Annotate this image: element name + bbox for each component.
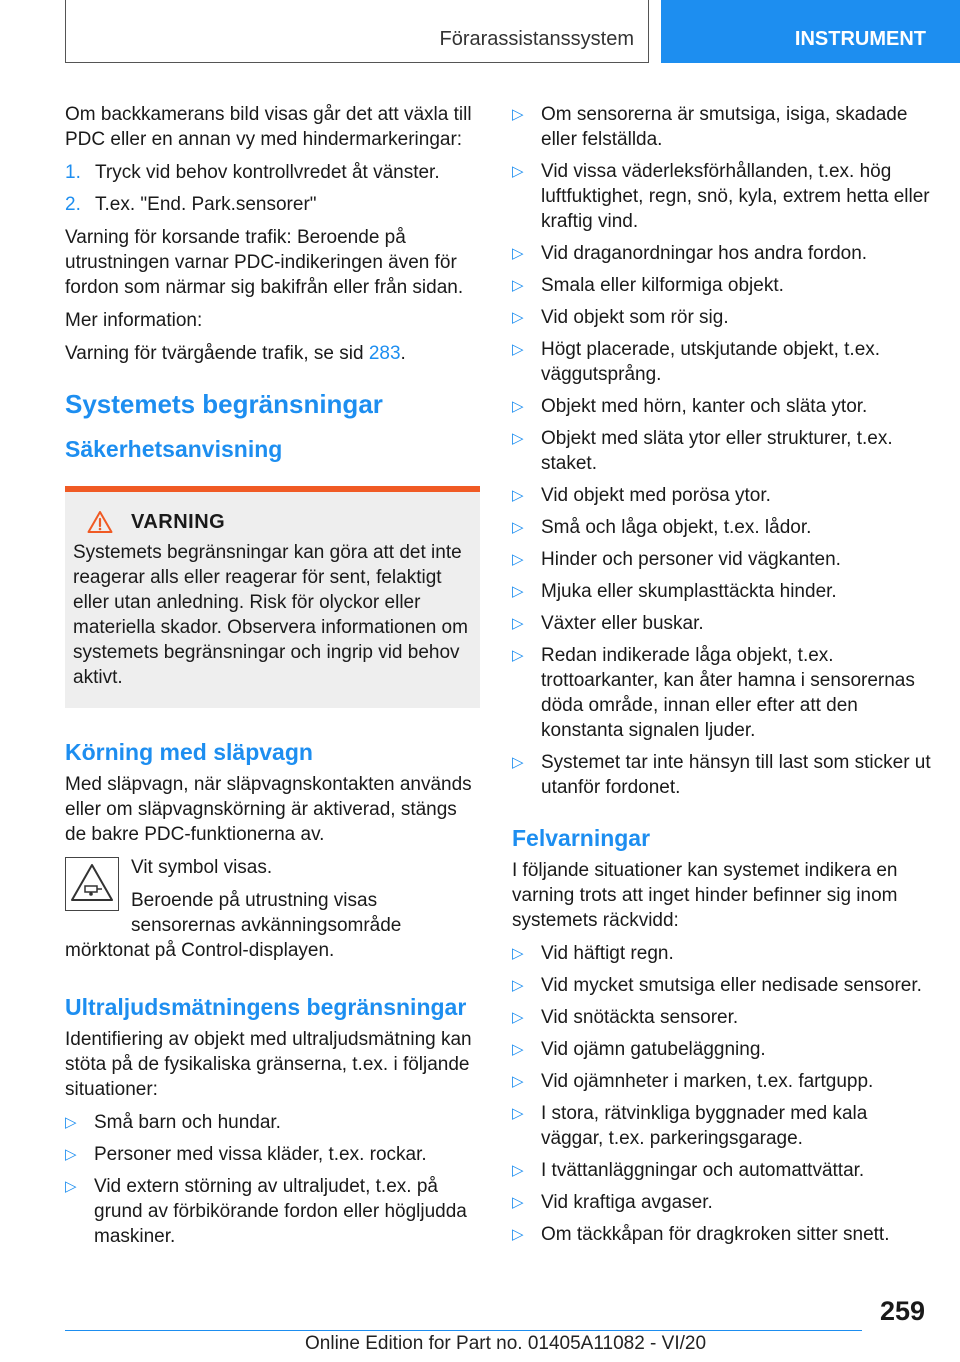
list-item <box>65 1110 480 1135</box>
bullet-triangle-icon: ▷ <box>65 1146 77 1163</box>
list-item <box>512 1101 932 1151</box>
trailer-warning-icon <box>66 858 118 910</box>
header-section-box <box>65 0 649 63</box>
warning-box <box>65 486 480 708</box>
list-item <box>512 1190 932 1215</box>
list-item-text: Vid objekt med porösa ytor. <box>541 485 771 506</box>
list-item-text: Vid objekt som rör sig. <box>541 307 729 328</box>
list-item-text: Högt placerade, utskjutande objekt, t.ex. väggutsprång. <box>541 339 881 385</box>
footer-edition-text: Online Edition for Part no. 01405A11082 - VI/20 <box>305 1333 707 1354</box>
list-item <box>512 1069 932 1094</box>
bullet-triangle-icon: ▷ <box>512 1073 524 1090</box>
list-item-text: Små och låga objekt, t.ex. lådor. <box>541 517 812 538</box>
bullet-triangle-icon: ▷ <box>512 277 524 294</box>
step-text: T.ex. "End. Park.sensorer" <box>95 194 317 215</box>
trailer-paragraph: Med släpvagn, när släpvagnskontakten används eller om släpvagnskörning är aktiverad, stängs de bakre PDC-funktionerna av. <box>65 774 472 845</box>
trailer-heading: Körning med släpvagn <box>65 739 313 765</box>
list-item <box>512 1005 932 1030</box>
warning-text: Systemets begränsningar kan göra att det inte reagerar alls eller reagerar för sent, felaktigt eller utan anledning. Risk för olyckor eller materiella skador. Observera informationen om systemets begränsningar och ingrip vid behov aktivt. <box>73 542 468 688</box>
list-item-text: Vid mycket smutsiga eller nedisade sensorer. <box>541 975 922 996</box>
bullet-triangle-icon: ▷ <box>512 1226 524 1243</box>
list-item-text: Objekt med släta ytor eller strukturer, t.ex. staket. <box>541 428 893 474</box>
reference-end: . <box>400 343 406 364</box>
list-item <box>512 579 932 604</box>
bullet-triangle-icon: ▷ <box>512 430 524 447</box>
list-item <box>512 547 932 572</box>
false-warnings-paragraph: I följande situationer kan systemet indikera en varning trots att inget hinder befinner sig inom systemets räckvidd: <box>512 860 898 931</box>
bullet-triangle-icon: ▷ <box>512 583 524 600</box>
list-item-text: Vid snötäckta sensorer. <box>541 1007 739 1028</box>
list-item <box>512 394 932 419</box>
ultrasonic-list <box>65 1110 480 1249</box>
bullet-triangle-icon: ▷ <box>512 551 524 568</box>
list-item <box>512 483 932 508</box>
list-item-text: Vid vissa väderleksförhållanden, t.ex. hög luftfuktighet, regn, snö, kyla, extrem hetta eller kraftig vind. <box>541 161 930 232</box>
bullet-triangle-icon: ▷ <box>512 1105 524 1122</box>
header-chapter-tab[interactable] <box>661 0 960 63</box>
reference-paragraph <box>65 341 480 366</box>
bullet-triangle-icon: ▷ <box>512 1009 524 1026</box>
bullet-triangle-icon: ▷ <box>512 163 524 180</box>
bullet-triangle-icon: ▷ <box>512 1162 524 1179</box>
list-item-text: Vid kraftiga avgaser. <box>541 1192 713 1213</box>
step-item <box>65 192 480 217</box>
list-item-text: Objekt med hörn, kanter och släta ytor. <box>541 396 868 417</box>
page-reference-link[interactable]: 283 <box>368 343 401 364</box>
list-item <box>512 973 932 998</box>
header-chapter-title: INSTRUMENT <box>794 28 926 50</box>
list-item <box>512 102 932 152</box>
list-item <box>512 515 932 540</box>
list-item-text: Smala eller kilformiga objekt. <box>541 275 784 296</box>
list-item <box>512 337 932 387</box>
list-item-text: Vid extern störning av ultraljudet, t.ex. på grund av förbikörande fordon eller högljudda maskiner. <box>94 1176 467 1247</box>
list-item-text: Mjuka eller skumplasttäckta hinder. <box>541 581 837 602</box>
bullet-triangle-icon: ▷ <box>512 1194 524 1211</box>
reference-text: Varning för tvärgående trafik, se sid <box>65 343 369 364</box>
bullet-triangle-icon: ▷ <box>512 341 524 358</box>
list-item <box>512 611 932 636</box>
list-item <box>65 1174 480 1249</box>
warning-title: VARNING <box>131 510 226 533</box>
right-column <box>512 102 932 1255</box>
bullet-triangle-icon: ▷ <box>65 1178 77 1195</box>
bullet-triangle-icon: ▷ <box>512 106 524 123</box>
step-item <box>65 160 480 185</box>
list-item-text: Personer med vissa kläder, t.ex. rockar. <box>94 1144 427 1165</box>
bullet-triangle-icon: ▷ <box>512 245 524 262</box>
list-item <box>512 305 932 330</box>
bullet-triangle-icon: ▷ <box>512 615 524 632</box>
list-item <box>512 1222 932 1247</box>
bullet-triangle-icon: ▷ <box>512 977 524 994</box>
list-item-text: Vid ojämn gatubeläggning. <box>541 1039 766 1060</box>
bullet-triangle-icon: ▷ <box>65 1114 77 1131</box>
section-heading: Systemets begränsningar <box>65 389 383 419</box>
list-item-text: I tvättanläggningar och automattvättar. <box>541 1160 865 1181</box>
limitations-list <box>512 102 932 800</box>
safety-subheading: Säkerhetsanvisning <box>65 436 283 462</box>
list-item-text: Redan indikerade låga objekt, t.ex. trottoarkanter, kan åter hamna i sensorernas döda område, innan eller efter att den konstanta signalen ljuder. <box>541 645 915 741</box>
bullet-triangle-icon: ▷ <box>512 519 524 536</box>
list-item-text: Vid häftigt regn. <box>541 943 674 964</box>
footer-divider <box>65 1330 862 1331</box>
step-number: 2. <box>65 194 81 215</box>
list-item-text: Om täckkåpan för dragkroken sitter snett. <box>541 1224 890 1245</box>
ultrasonic-heading: Ultraljudsmätningens begränsningar <box>65 994 467 1020</box>
symbol-text-2: Beroende på utrustning visas sensorernas avkänningsområde mörktonat på Control-displayen. <box>65 890 402 961</box>
left-column <box>65 102 480 1257</box>
list-item <box>512 941 932 966</box>
list-item <box>512 159 932 234</box>
bullet-triangle-icon: ▷ <box>512 487 524 504</box>
list-item-text: Växter eller buskar. <box>541 613 704 634</box>
bullet-triangle-icon: ▷ <box>512 647 524 664</box>
symbol-text-1: Vit symbol visas. <box>131 857 273 878</box>
list-item <box>512 273 932 298</box>
false-warnings-list <box>512 941 932 1247</box>
list-item-text: Systemet tar inte hänsyn till last som sticker ut utanför fordonet. <box>541 752 931 798</box>
trailer-symbol-box <box>65 857 119 911</box>
list-item <box>512 1158 932 1183</box>
bullet-triangle-icon: ▷ <box>512 754 524 771</box>
list-item-text: Om sensorerna är smutsiga, isiga, skadade eller felställda. <box>541 104 908 150</box>
warning-triangle-icon <box>87 510 113 534</box>
intro-paragraph: Om backkamerans bild visas går det att växla till PDC eller en annan vy med hindermarkeringar: <box>65 104 472 150</box>
list-item-text: Vid draganordningar hos andra fordon. <box>541 243 868 264</box>
step-text: Tryck vid behov kontrollvredet åt vänster. <box>95 162 440 183</box>
list-item-text: I stora, rätvinkliga byggnader med kala väggar, t.ex. parkeringsgarage. <box>541 1103 868 1149</box>
page-number: 259 <box>880 1296 926 1326</box>
list-item <box>512 426 932 476</box>
ultrasonic-paragraph: Identifiering av objekt med ultraljudsmätning kan stöta på de fysikaliska gränserna, t.ex. i följande situationer: <box>65 1029 472 1100</box>
list-item-text: Vid ojämnheter i marken, t.ex. fartgupp. <box>541 1071 874 1092</box>
bullet-triangle-icon: ▷ <box>512 398 524 415</box>
list-item-text: Hinder och personer vid vägkanten. <box>541 549 841 570</box>
warning-header <box>73 510 472 534</box>
bullet-triangle-icon: ▷ <box>512 1041 524 1058</box>
list-item <box>512 643 932 743</box>
header-section-title: Förarassistanssystem <box>439 28 634 50</box>
bullet-triangle-icon: ▷ <box>512 945 524 962</box>
list-item <box>65 1142 480 1167</box>
bullet-triangle-icon: ▷ <box>512 309 524 326</box>
list-item <box>512 1037 932 1062</box>
false-warnings-heading: Felvarningar <box>512 825 651 851</box>
step-number: 1. <box>65 162 81 183</box>
list-item <box>512 241 932 266</box>
steps-list <box>65 160 480 217</box>
list-item-text: Små barn och hundar. <box>94 1112 281 1133</box>
list-item <box>512 750 932 800</box>
cross-traffic-paragraph: Varning för korsande trafik: Beroende på utrustningen varnar PDC-indikeringen även för fordon som närmar sig bakifrån eller från sidan. <box>65 227 464 298</box>
more-info-label: Mer information: <box>65 310 203 331</box>
